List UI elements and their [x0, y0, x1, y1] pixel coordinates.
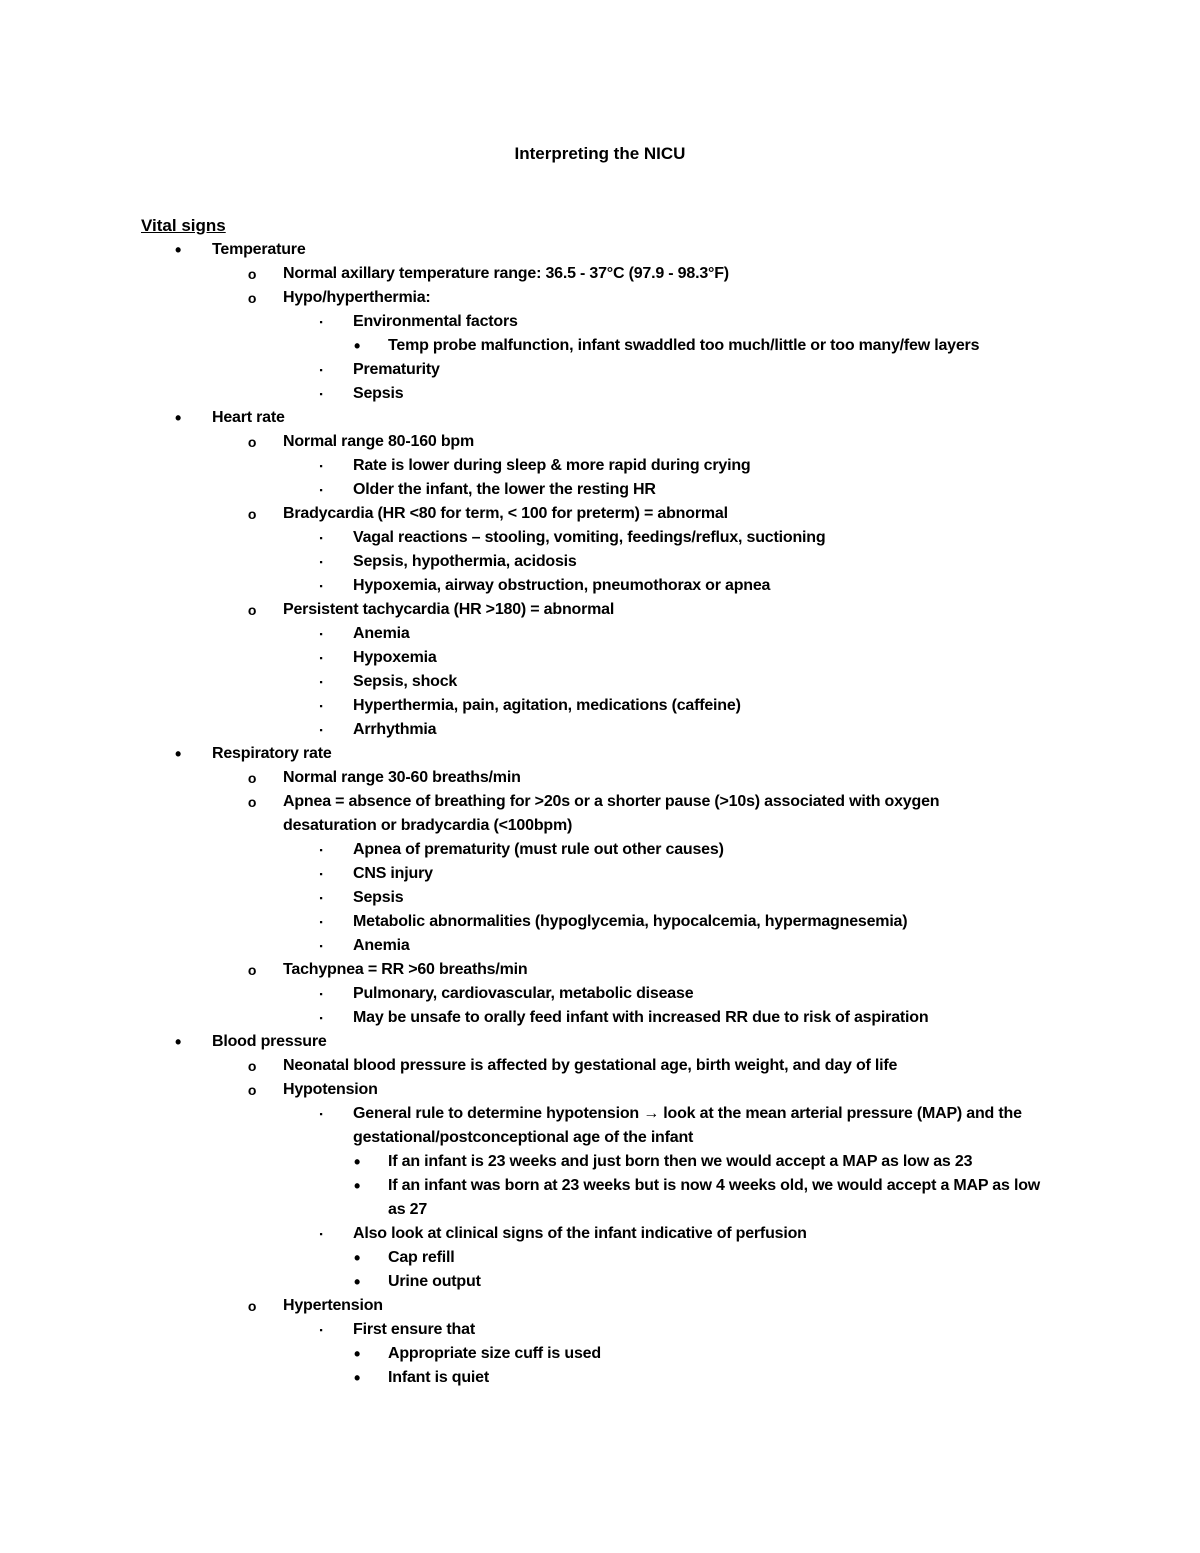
list-item-text: Temperature — [212, 241, 306, 258]
list-bullet-level-3: ▪ — [319, 653, 323, 663]
list-bullet-level-1: • — [174, 408, 182, 428]
list-bullet-level-3: ▪ — [319, 1229, 323, 1239]
list-bullet-level-1: • — [174, 1032, 182, 1052]
list-item-text: Infant is quiet — [388, 1369, 490, 1386]
list-item — [0, 406, 1200, 430]
list-item-text: Appropriate size cuff is used — [388, 1345, 601, 1362]
list-item-text: Also look at clinical signs of the infant indicative of perfusion — [353, 1225, 807, 1242]
list-item — [0, 238, 1200, 262]
list-item — [0, 670, 1200, 694]
list-item-text: Hypo/hyperthermia: — [283, 289, 431, 306]
list-item — [0, 1150, 1200, 1174]
list-item — [0, 430, 1200, 454]
list-bullet-level-3: ▪ — [319, 317, 323, 327]
list-item — [0, 1030, 1200, 1054]
list-item-text: Heart rate — [212, 409, 285, 426]
list-item-text: Temp probe malfunction, infant swaddled too much/little or too many/few layers — [388, 337, 980, 354]
list-bullet-level-3: ▪ — [319, 869, 323, 879]
list-item — [0, 382, 1200, 406]
list-item — [0, 838, 1200, 862]
list-bullet-level-4: • — [353, 1176, 361, 1196]
list-bullet-level-2: o — [247, 1058, 257, 1074]
list-bullet-level-4: • — [353, 1368, 361, 1388]
list-bullet-level-4: • — [353, 336, 361, 356]
list-bullet-level-3: ▪ — [319, 845, 323, 855]
list-bullet-level-4: • — [353, 1152, 361, 1172]
list-item-text: If an infant was born at 23 weeks but is now 4 weeks old, we would accept a MAP as low as 27 — [388, 1177, 1041, 1218]
list-item-text: Rate is lower during sleep & more rapid during crying — [353, 457, 751, 474]
list-item — [0, 598, 1200, 622]
list-bullet-level-2: o — [247, 1298, 257, 1314]
list-bullet-level-3: ▪ — [319, 557, 323, 567]
list-item-text: Hypoxemia — [353, 649, 437, 666]
list-item — [0, 454, 1200, 478]
list-bullet-level-3: ▪ — [319, 917, 323, 927]
list-item-text: Hypertension — [283, 1297, 383, 1314]
list-item-text: Neonatal blood pressure is affected by gestational age, birth weight, and day of life — [283, 1057, 898, 1074]
list-item — [0, 742, 1200, 766]
list-item — [0, 766, 1200, 790]
list-item-text: Sepsis — [353, 889, 404, 906]
list-item-text: Blood pressure — [212, 1033, 327, 1050]
list-item — [0, 1366, 1200, 1390]
page-title: Interpreting the NICU — [514, 144, 686, 163]
list-item — [0, 478, 1200, 502]
list-bullet-level-2: o — [247, 1082, 257, 1098]
list-bullet-level-4: • — [353, 1248, 361, 1268]
list-bullet-level-2: o — [247, 602, 257, 618]
list-item — [0, 550, 1200, 574]
list-item-text: Apnea of prematurity (must rule out other causes) — [353, 841, 724, 858]
list-item-text: Pulmonary, cardiovascular, metabolic disease — [353, 985, 694, 1002]
list-item-text: Older the infant, the lower the resting HR — [353, 481, 656, 498]
list-item-text: CNS injury — [353, 865, 433, 882]
list-item-text: Urine output — [388, 1273, 481, 1290]
list-bullet-level-2: o — [247, 266, 257, 282]
list-item-text: May be unsafe to orally feed infant with increased RR due to risk of aspiration — [353, 1009, 929, 1026]
list-bullet-level-3: ▪ — [319, 941, 323, 951]
list-bullet-level-3: ▪ — [319, 989, 323, 999]
list-item-text: Normal range 30-60 breaths/min — [283, 769, 521, 786]
list-item — [0, 694, 1200, 718]
list-bullet-level-2: o — [247, 434, 257, 450]
list-bullet-level-2: o — [247, 794, 257, 810]
list-bullet-level-3: ▪ — [319, 533, 323, 543]
list-item — [0, 982, 1200, 1006]
list-item-text: Arrhythmia — [353, 721, 437, 738]
list-item-text: Anemia — [353, 937, 410, 954]
list-item — [0, 262, 1200, 286]
list-item — [0, 1222, 1200, 1246]
list-item — [0, 310, 1200, 334]
list-item — [0, 1006, 1200, 1030]
list-item — [0, 718, 1200, 742]
list-item-text: Hypotension — [283, 1081, 378, 1098]
list-item — [0, 646, 1200, 670]
list-bullet-level-2: o — [247, 290, 257, 306]
list-item — [0, 934, 1200, 958]
list-item — [0, 334, 1200, 358]
list-item — [0, 622, 1200, 646]
list-item-text: Apnea = absence of breathing for >20s or a shorter pause (>10s) associated with oxygen desaturation or bradycardia (<100bpm) — [283, 793, 940, 834]
list-item — [0, 574, 1200, 598]
list-item-text: General rule to determine hypotension → look at the mean arterial pressure (MAP) and the gestational/postconceptional age of the infant — [353, 1105, 1022, 1146]
list-item-text: First ensure that — [353, 1321, 475, 1338]
list-item — [0, 1246, 1200, 1270]
list-item — [0, 1294, 1200, 1318]
list-bullet-level-1: • — [174, 240, 182, 260]
list-bullet-level-2: o — [247, 506, 257, 522]
list-item — [0, 790, 1200, 838]
section-heading: Vital signs — [141, 216, 226, 235]
list-item-text: Hyperthermia, pain, agitation, medications (caffeine) — [353, 697, 741, 714]
list-bullet-level-3: ▪ — [319, 629, 323, 639]
list-bullet-level-3: ▪ — [319, 725, 323, 735]
list-bullet-level-3: ▪ — [319, 485, 323, 495]
list-bullet-level-4: • — [353, 1344, 361, 1364]
list-item — [0, 358, 1200, 382]
list-item — [0, 286, 1200, 310]
outline-list — [0, 238, 1200, 1390]
list-bullet-level-3: ▪ — [319, 461, 323, 471]
list-item — [0, 1102, 1200, 1150]
list-item-text: Environmental factors — [353, 313, 518, 330]
list-item — [0, 502, 1200, 526]
list-bullet-level-3: ▪ — [319, 365, 323, 375]
list-item-text: Cap refill — [388, 1249, 455, 1266]
list-item — [0, 1318, 1200, 1342]
list-bullet-level-3: ▪ — [319, 701, 323, 711]
list-item-text: Sepsis, hypothermia, acidosis — [353, 553, 577, 570]
list-bullet-level-1: • — [174, 744, 182, 764]
list-item-text: Hypoxemia, airway obstruction, pneumothorax or apnea — [353, 577, 771, 594]
list-item-text: Respiratory rate — [212, 745, 332, 762]
list-item — [0, 862, 1200, 886]
list-item-text: Vagal reactions – stooling, vomiting, feedings/reflux, suctioning — [353, 529, 826, 546]
list-bullet-level-3: ▪ — [319, 389, 323, 399]
list-bullet-level-3: ▪ — [319, 1325, 323, 1335]
list-bullet-level-2: o — [247, 770, 257, 786]
list-item-text: Metabolic abnormalities (hypoglycemia, hypocalcemia, hypermagnesemia) — [353, 913, 908, 930]
list-item-text: Normal axillary temperature range: 36.5 - 37°C (97.9 - 98.3°F) — [283, 265, 729, 282]
list-item — [0, 1174, 1200, 1222]
list-item-text: Prematurity — [353, 361, 440, 378]
list-item-text: Sepsis, shock — [353, 673, 458, 690]
list-bullet-level-3: ▪ — [319, 1109, 323, 1119]
list-item — [0, 910, 1200, 934]
list-item-text: Normal range 80-160 bpm — [283, 433, 475, 450]
list-item — [0, 526, 1200, 550]
list-item-text: Bradycardia (HR <80 for term, < 100 for preterm) = abnormal — [283, 505, 728, 522]
list-item-text: Persistent tachycardia (HR >180) = abnormal — [283, 601, 615, 618]
list-bullet-level-3: ▪ — [319, 893, 323, 903]
list-item — [0, 1270, 1200, 1294]
list-bullet-level-4: • — [353, 1272, 361, 1292]
list-item-text: Anemia — [353, 625, 410, 642]
list-item — [0, 1054, 1200, 1078]
list-item — [0, 886, 1200, 910]
list-item — [0, 1342, 1200, 1366]
list-item-text: If an infant is 23 weeks and just born then we would accept a MAP as low as 23 — [388, 1153, 973, 1170]
list-item — [0, 1078, 1200, 1102]
list-item-text: Tachypnea = RR >60 breaths/min — [283, 961, 528, 978]
list-item — [0, 958, 1200, 982]
list-bullet-level-3: ▪ — [319, 677, 323, 687]
list-bullet-level-3: ▪ — [319, 581, 323, 591]
list-bullet-level-2: o — [247, 962, 257, 978]
list-item-text: Sepsis — [353, 385, 404, 402]
list-bullet-level-3: ▪ — [319, 1013, 323, 1023]
